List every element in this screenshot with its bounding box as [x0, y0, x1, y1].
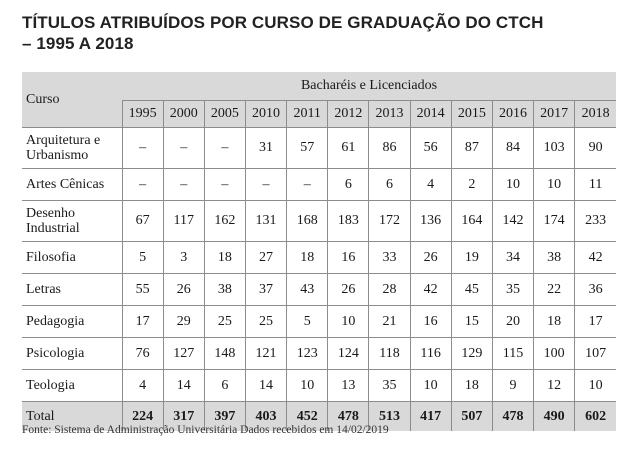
table-cell: 20 [492, 306, 533, 338]
table-cell: 18 [534, 306, 575, 338]
course-name-line: Desenho [26, 206, 75, 221]
table-row [22, 242, 616, 274]
table-cell: 18 [204, 242, 245, 274]
year-header: 2005 [204, 101, 245, 128]
table-cell: 4 [122, 370, 163, 402]
table-cell: 121 [245, 338, 286, 370]
total-cell: 417 [410, 402, 451, 432]
table-cell: 43 [287, 274, 328, 306]
table-cell: – [287, 169, 328, 201]
table-cell: 123 [287, 338, 328, 370]
table-cell: 172 [369, 201, 410, 242]
table-cell: 148 [204, 338, 245, 370]
course-name-line: Arquitetura e [26, 133, 101, 148]
course-name [22, 306, 122, 338]
table-cell: 34 [492, 242, 533, 274]
total-label: Total [22, 402, 122, 432]
group-header: Bacharéis e Licenciados [122, 72, 616, 101]
course-name [22, 274, 122, 306]
table-cell: 116 [410, 338, 451, 370]
total-cell: 452 [287, 402, 328, 432]
course-name-line: Artes Cênicas [26, 177, 105, 192]
table-cell: 38 [204, 274, 245, 306]
course-name-line: Letras [26, 282, 61, 297]
total-cell: 478 [492, 402, 533, 432]
table-cell: 42 [410, 274, 451, 306]
course-name [22, 128, 122, 169]
table-cell: 18 [451, 370, 492, 402]
table-cell: 107 [575, 338, 616, 370]
table-cell: 18 [287, 242, 328, 274]
table-cell: 35 [369, 370, 410, 402]
table-cell: 162 [204, 201, 245, 242]
table-cell: 27 [245, 242, 286, 274]
year-header: 2014 [410, 101, 451, 128]
table-cell: 19 [451, 242, 492, 274]
total-cell: 513 [369, 402, 410, 432]
table-cell: 168 [287, 201, 328, 242]
table-cell: 6 [369, 169, 410, 201]
table-cell: 129 [451, 338, 492, 370]
course-name [22, 201, 122, 242]
course-column-header: Curso [22, 72, 122, 128]
table-row [22, 370, 616, 402]
total-cell: 490 [534, 402, 575, 432]
table-cell: 67 [122, 201, 163, 242]
table-cell: 14 [163, 370, 204, 402]
year-header: 2012 [328, 101, 369, 128]
table-cell: 115 [492, 338, 533, 370]
total-cell: 224 [122, 402, 163, 432]
table-cell: 9 [492, 370, 533, 402]
table-cell: 55 [122, 274, 163, 306]
total-cell: 397 [204, 402, 245, 432]
table-cell: – [204, 169, 245, 201]
table-cell: 26 [163, 274, 204, 306]
source-footnote: Fonte: Sistema de Administração Universitária Dados recebidos em 14/02/2019 [22, 424, 389, 436]
table-cell: 37 [245, 274, 286, 306]
year-header: 2015 [451, 101, 492, 128]
table-cell: 10 [575, 370, 616, 402]
table-cell: 35 [492, 274, 533, 306]
document-title [22, 12, 622, 54]
table-cell: 25 [204, 306, 245, 338]
course-name-line: Teologia [26, 378, 75, 393]
table-cell: 142 [492, 201, 533, 242]
table-cell: 10 [287, 370, 328, 402]
table-cell: 3 [163, 242, 204, 274]
table-cell: 56 [410, 128, 451, 169]
course-name [22, 169, 122, 201]
table-row [22, 306, 616, 338]
table-cell: 13 [328, 370, 369, 402]
table-cell: 29 [163, 306, 204, 338]
table-cell: 16 [328, 242, 369, 274]
table-cell: 10 [410, 370, 451, 402]
table-cell: 127 [163, 338, 204, 370]
course-name [22, 370, 122, 402]
table-cell: 11 [575, 169, 616, 201]
table-cell: – [245, 169, 286, 201]
table-cell: 10 [492, 169, 533, 201]
table-cell: – [122, 128, 163, 169]
table-cell: 36 [575, 274, 616, 306]
table-cell: 12 [534, 370, 575, 402]
table-cell: 17 [122, 306, 163, 338]
total-cell: 602 [575, 402, 616, 432]
year-header: 2016 [492, 101, 533, 128]
table-cell: 61 [328, 128, 369, 169]
table-row [22, 274, 616, 306]
table-cell: 84 [492, 128, 533, 169]
table-row [22, 169, 616, 201]
total-cell: 403 [245, 402, 286, 432]
table-cell: – [122, 169, 163, 201]
table-cell: 42 [575, 242, 616, 274]
table-cell: 5 [287, 306, 328, 338]
year-header: 2013 [369, 101, 410, 128]
table-cell: 6 [204, 370, 245, 402]
table-cell: 14 [245, 370, 286, 402]
course-name-line: Filosofia [26, 250, 76, 265]
table-cell: 87 [451, 128, 492, 169]
table-cell: 76 [122, 338, 163, 370]
table-cell: 164 [451, 201, 492, 242]
table-cell: 31 [245, 128, 286, 169]
table-cell: 57 [287, 128, 328, 169]
year-header: 2018 [575, 101, 616, 128]
course-name-line: Industrial [26, 221, 80, 236]
table-row [22, 338, 616, 370]
table-cell: 233 [575, 201, 616, 242]
title-line-1: TÍTULOS ATRIBUÍDOS POR CURSO DE GRADUAÇÃO DO CTCH [22, 13, 544, 32]
table-cell: 10 [534, 169, 575, 201]
total-cell: 317 [163, 402, 204, 432]
title-line-2: – 1995 A 2018 [22, 34, 134, 53]
year-header: 2011 [287, 101, 328, 128]
course-name-line: Psicologia [26, 346, 85, 361]
table-cell: 174 [534, 201, 575, 242]
table-cell: 15 [451, 306, 492, 338]
table-cell: 26 [410, 242, 451, 274]
table-row [22, 128, 616, 169]
table-cell: 6 [328, 169, 369, 201]
table-cell: 5 [122, 242, 163, 274]
year-header: 2000 [163, 101, 204, 128]
course-name-line: Pedagogia [26, 314, 85, 329]
table-cell: 16 [410, 306, 451, 338]
degrees-table [22, 72, 616, 431]
table-row [22, 201, 616, 242]
table-cell: 86 [369, 128, 410, 169]
table-cell: – [163, 169, 204, 201]
table-body [22, 128, 616, 432]
year-header: 1995 [122, 101, 163, 128]
table-cell: 2 [451, 169, 492, 201]
table-cell: 183 [328, 201, 369, 242]
table-cell: 4 [410, 169, 451, 201]
table-cell: 22 [534, 274, 575, 306]
table-cell: 10 [328, 306, 369, 338]
table-cell: 117 [163, 201, 204, 242]
table-cell: 33 [369, 242, 410, 274]
table-cell: 25 [245, 306, 286, 338]
table-cell: 100 [534, 338, 575, 370]
table-cell: 21 [369, 306, 410, 338]
table-cell: – [204, 128, 245, 169]
course-name-line: Urbanismo [26, 148, 89, 163]
table-cell: 118 [369, 338, 410, 370]
table-cell: 17 [575, 306, 616, 338]
table-cell: 26 [328, 274, 369, 306]
table-cell: 28 [369, 274, 410, 306]
course-name [22, 242, 122, 274]
year-header: 2010 [245, 101, 286, 128]
table-cell: 131 [245, 201, 286, 242]
table-cell: 103 [534, 128, 575, 169]
table-cell: 38 [534, 242, 575, 274]
table-cell: 90 [575, 128, 616, 169]
total-cell: 478 [328, 402, 369, 432]
table-cell: – [163, 128, 204, 169]
table-cell: 136 [410, 201, 451, 242]
total-cell: 507 [451, 402, 492, 432]
table-cell: 124 [328, 338, 369, 370]
year-header: 2017 [534, 101, 575, 128]
course-name [22, 338, 122, 370]
table-cell: 45 [451, 274, 492, 306]
